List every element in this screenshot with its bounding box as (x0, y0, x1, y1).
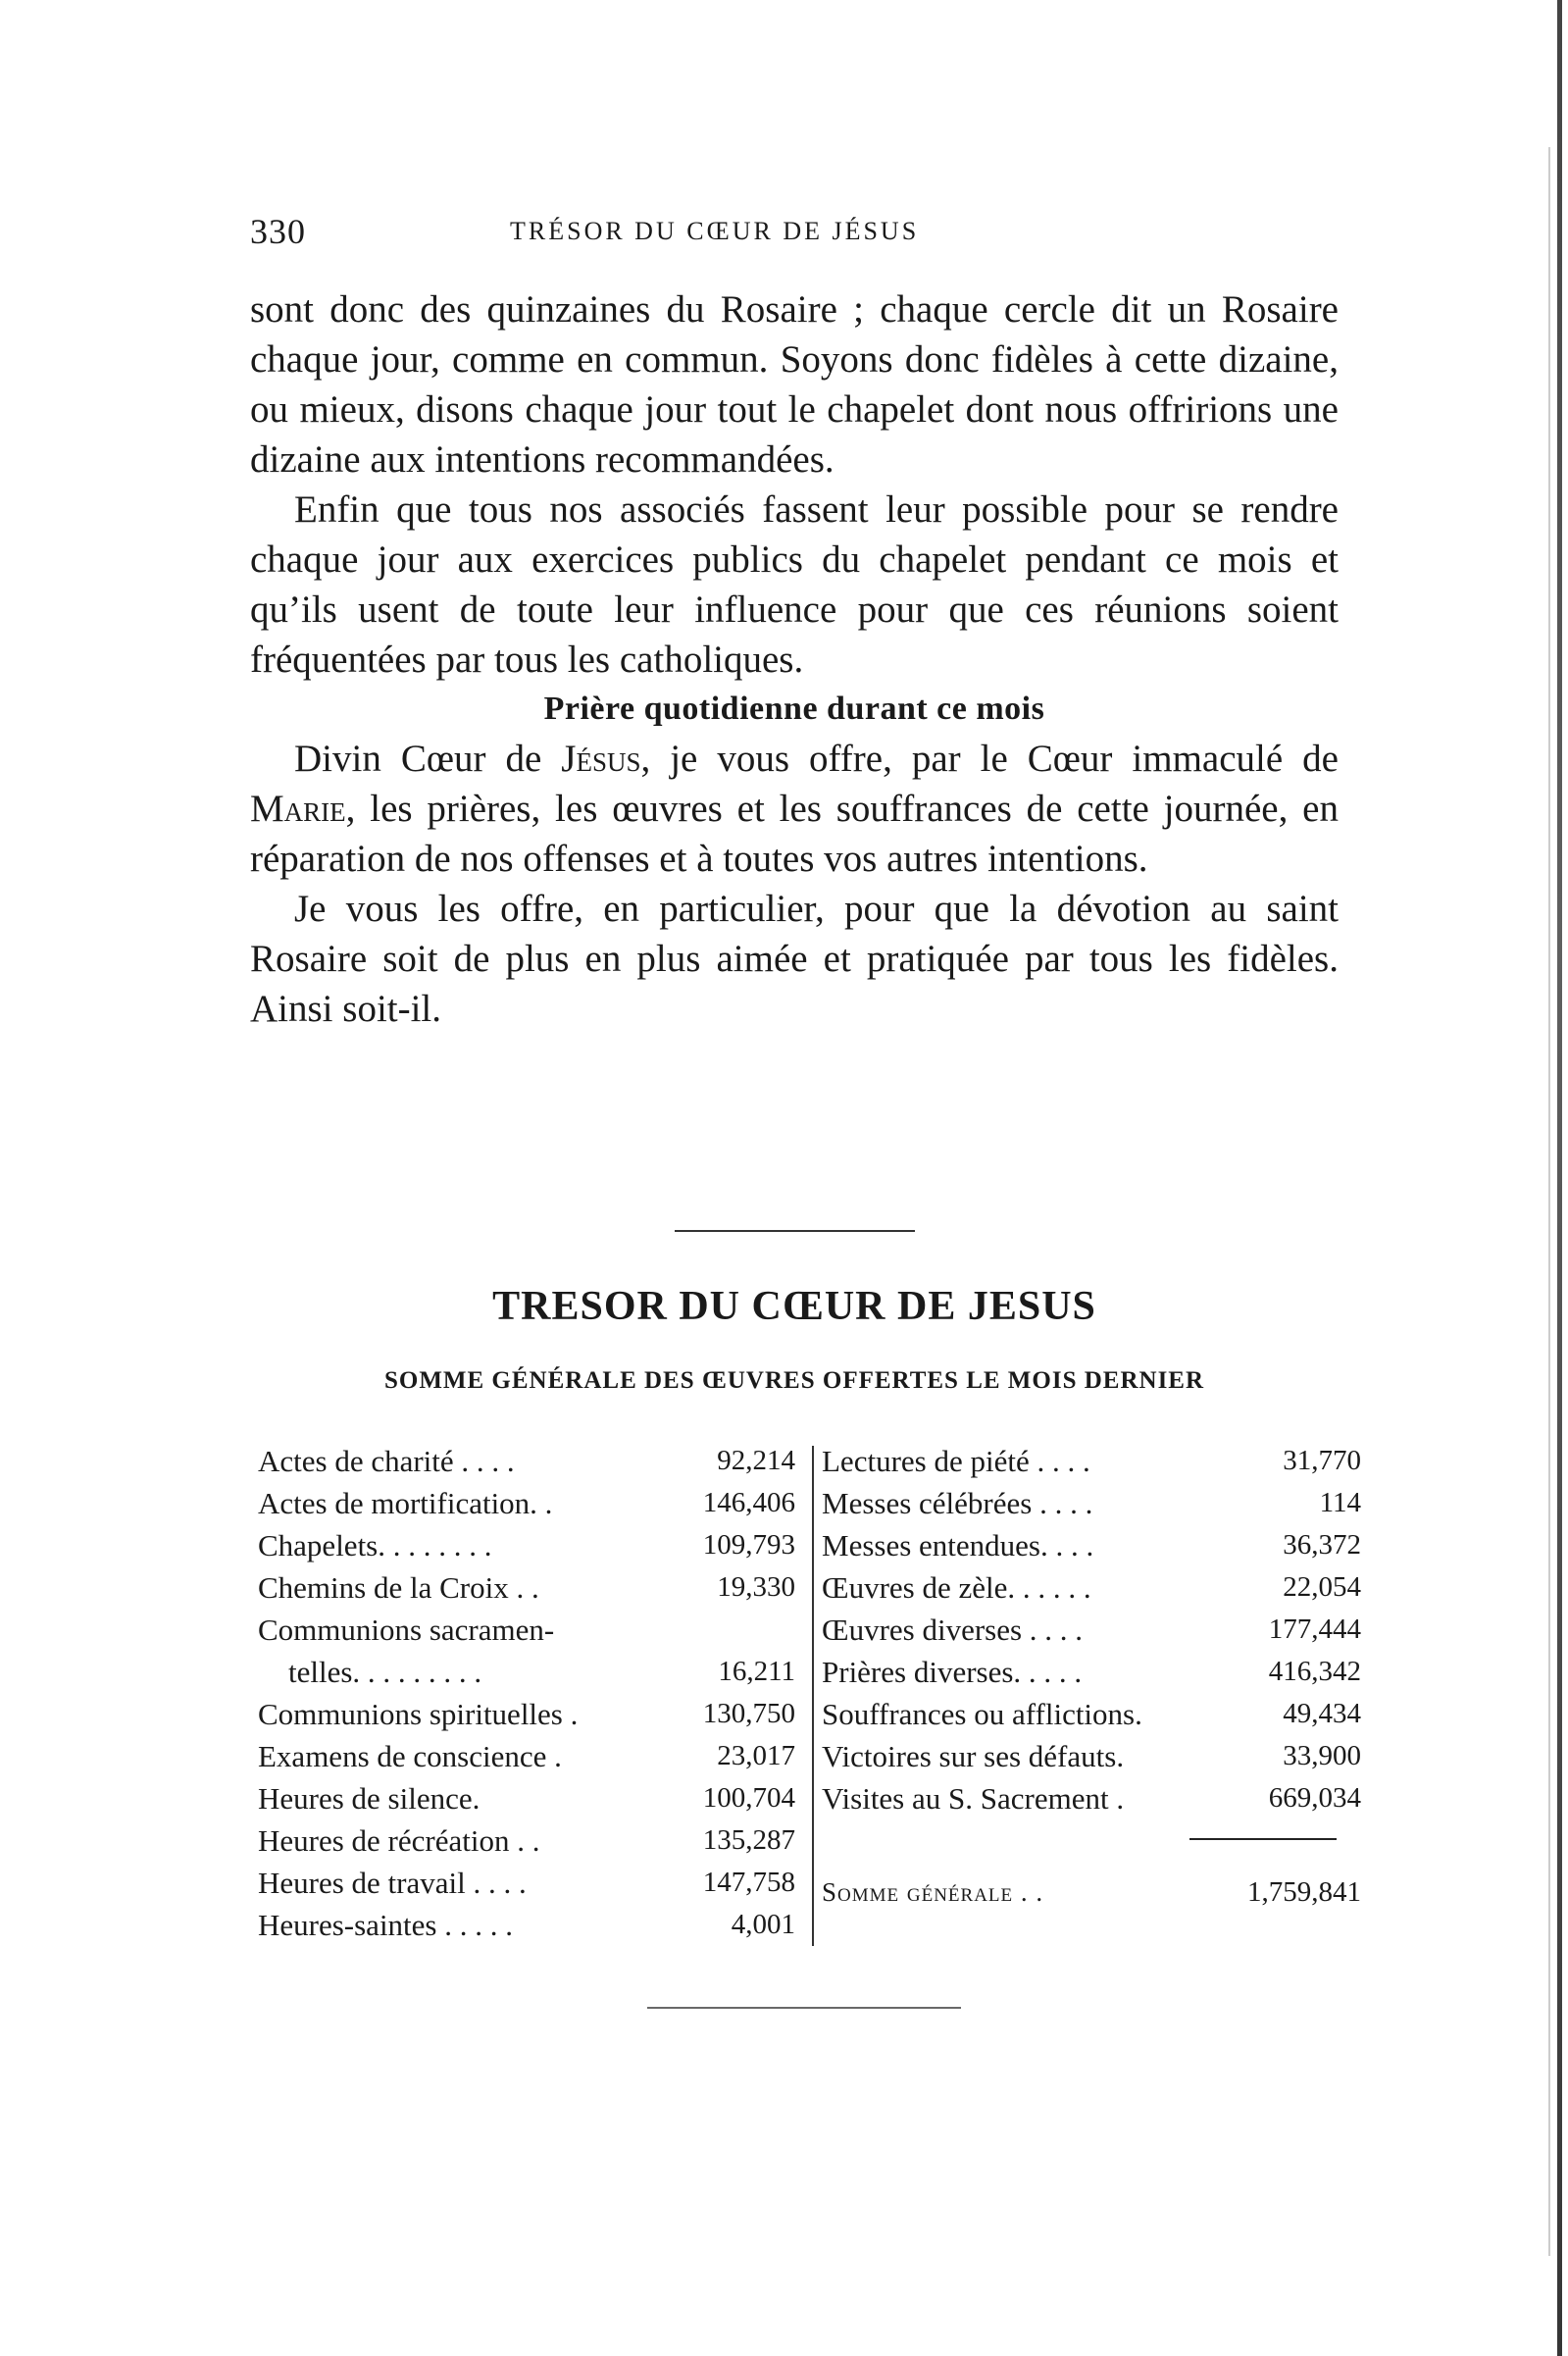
tally-label: Messes célébrées . . . . (822, 1486, 1093, 1520)
tally-value: 4,001 (731, 1909, 795, 1940)
section-subtitle: SOMME GÉNÉRALE DES ŒUVRES OFFERTES LE MOIS DERNIER (383, 1367, 1205, 1394)
tally-label: Lectures de piété . . . . (822, 1444, 1090, 1478)
tally-row (822, 1735, 1361, 1777)
tally-row (258, 1566, 807, 1609)
tally-row (258, 1862, 807, 1904)
tally-value: 177,444 (1268, 1613, 1361, 1645)
paragraph-1: sont donc des quinzaines du Rosaire ; chaque cercle dit un Rosaire chaque jour, comme en commun. Soyons donc fidèles à cette dizaine, ou mieux, disons chaque jour tout le chapelet dont nous offririons une dizaine aux intentions recommandées. (250, 288, 1339, 481)
tally-row (258, 1693, 807, 1735)
tally-label: Chapelets. . . . . . . . (258, 1528, 492, 1562)
tally-value: 416,342 (1268, 1656, 1361, 1687)
tally-label: Messes entendues. . . . (822, 1528, 1094, 1562)
tally-value: 100,704 (702, 1782, 795, 1814)
tally-label: Communions spirituelles . (258, 1697, 579, 1731)
tally-value: 114 (1319, 1487, 1361, 1518)
section-divider (675, 1230, 915, 1232)
section-title: TRESOR DU CŒUR DE JESUS (492, 1284, 1096, 1329)
tally-row (258, 1524, 807, 1566)
tally-row (822, 1482, 1361, 1524)
tally-right-column (822, 1440, 1361, 1908)
bottom-rule (647, 2007, 961, 2009)
tally-label: Visites au S. Sacrement . (822, 1781, 1125, 1816)
tally-value: 135,287 (702, 1824, 795, 1856)
tally-label: Actes de mortification. . (258, 1486, 553, 1520)
tally-left-column (258, 1440, 807, 1946)
tally-label: Chemins de la Croix . . (258, 1570, 539, 1605)
tally-row (258, 1735, 807, 1777)
tally-label: Œuvres diverses . . . . (822, 1613, 1084, 1647)
tally-value: 16,211 (718, 1656, 795, 1687)
total-rule (1189, 1838, 1337, 1840)
tally-value: 36,372 (1283, 1529, 1361, 1561)
tally-row (258, 1482, 807, 1524)
tally-value: 19,330 (717, 1571, 795, 1603)
tally-value: 23,017 (717, 1740, 795, 1771)
tally-row (822, 1693, 1361, 1735)
prayer-text: , je vous offre, par le Cœur immaculé de (640, 738, 1339, 780)
tally-label: Souffrances ou afflictions. (822, 1697, 1142, 1731)
tally-row (258, 1651, 807, 1693)
name-jesus: Jésus (561, 738, 641, 780)
tally-label: Victoires sur ses défauts. (822, 1739, 1125, 1773)
tally-value: 92,214 (717, 1445, 795, 1476)
tally-value: 130,750 (702, 1698, 795, 1729)
tally-label: Heures de récréation . . (258, 1823, 540, 1858)
scan-edge-line (1548, 147, 1550, 2256)
name-marie: Marie (250, 788, 346, 830)
tally-label: Prières diverses. . . . . (822, 1655, 1083, 1689)
prayer-paragraph-1 (250, 734, 1339, 884)
tally-value: 49,434 (1283, 1698, 1361, 1729)
prayer-text: , les prières, les œuvres et les souffrances de cette journée, en réparation de nos offenses et à toutes vos autres intentions. (250, 788, 1339, 880)
total-label: Somme générale . . (822, 1877, 1044, 1907)
tally-value: 146,406 (702, 1487, 795, 1518)
tally-label: Heures-saintes . . . . . (258, 1908, 513, 1942)
tally-row (822, 1777, 1361, 1819)
tally-label: Actes de charité . . . . (258, 1444, 515, 1478)
tally-row (258, 1440, 807, 1482)
prayer-heading: Prière quotidienne durant ce mois (543, 691, 1045, 727)
tally-label: Heures de travail . . . . (258, 1866, 527, 1900)
page-header (250, 211, 1339, 260)
paragraph-2: Enfin que tous nos associés fassent leur possible pour se rendre chaque jour aux exercices publics du chapelet pendant ce mois et qu’ils usent de toute leur influence pour que ces réunions soient fréquentées par tous les catholiques. (250, 488, 1339, 681)
column-divider (812, 1446, 814, 1946)
tally-row (822, 1440, 1361, 1482)
body-text (250, 284, 1339, 1034)
tally-table (258, 1440, 1361, 1950)
prayer-paragraph-2: Je vous les offre, en particulier, pour que la dévotion au saint Rosaire soit de plus en plus aimée et pratiquée par tous les fidèles. Ainsi soit-il. (250, 888, 1339, 1030)
tally-row (258, 1904, 807, 1946)
tally-row (258, 1819, 807, 1862)
tally-row (822, 1651, 1361, 1693)
tally-value: 31,770 (1283, 1445, 1361, 1476)
total-value: 1,759,841 (1247, 1876, 1361, 1908)
tally-row (822, 1524, 1361, 1566)
tally-value: 109,793 (702, 1529, 795, 1561)
tally-row (258, 1609, 807, 1651)
tally-label: Examens de conscience . (258, 1739, 562, 1773)
tally-value: 669,034 (1268, 1782, 1361, 1814)
tally-label: Œuvres de zèle. . . . . . (822, 1570, 1091, 1605)
tally-value: 147,758 (702, 1867, 795, 1898)
running-head: TRÉSOR DU CŒUR DE JÉSUS (510, 217, 920, 245)
tally-label: telles. . . . . . . . . (258, 1655, 482, 1689)
page-number: 330 (250, 212, 306, 251)
tally-value: 22,054 (1283, 1571, 1361, 1603)
tally-row (822, 1566, 1361, 1609)
tally-row (258, 1777, 807, 1819)
tally-label: Heures de silence. (258, 1781, 481, 1816)
scan-edge-shadow (1557, 0, 1562, 2356)
tally-label: Communions sacramen- (258, 1613, 555, 1647)
tally-value: 33,900 (1283, 1740, 1361, 1771)
tally-row (822, 1609, 1361, 1651)
prayer-text: Divin Cœur de (294, 738, 562, 780)
